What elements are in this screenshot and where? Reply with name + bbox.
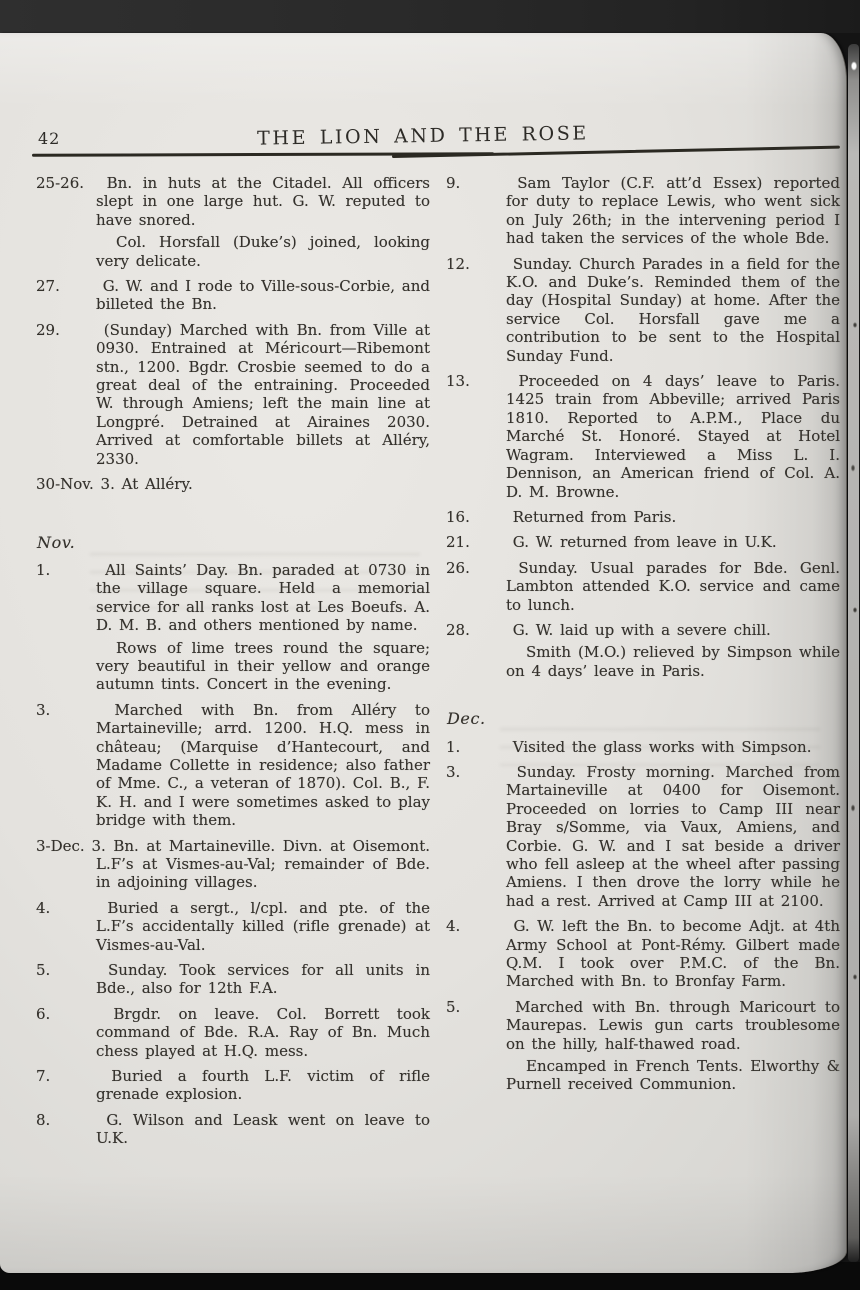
diary-entry [36, 561, 430, 694]
diary-entry [446, 372, 840, 501]
diary-entry [36, 321, 430, 468]
entry-text: 5. Marched with Bn. through Maricourt to Maurepas. Lewis gun carts troublesome on the hilly, half-thawed road. [446, 997, 840, 1053]
entry-text: 4. Buried a sergt., l/cpl. and pte. of the L.F’s accidentally killed (rifle grenade) at Vismes-au-Val. [36, 898, 430, 954]
entry-text-continued: Smith (M.O.) relieved by Simpson while on 4 days’ leave in Paris. [506, 643, 840, 680]
entry-date-label: 29. [36, 320, 60, 339]
entry-date-label: 8. [36, 1110, 51, 1129]
entry-text: 30-Nov. 3. At Alléry. [36, 475, 193, 494]
entry-text: 25-26. Bn. in huts at the Citadel. All officers slept in one large hut. G. W. reputed to have snored. [36, 174, 430, 229]
entry-date-label: 30-Nov. 3. [36, 475, 115, 494]
diary-entry [36, 277, 430, 314]
entry-date-label: 21. [446, 533, 470, 552]
diary-entry [36, 1067, 430, 1104]
diary-entry [446, 738, 840, 756]
entry-date-label: 28. [446, 620, 470, 639]
entry-text-continued: Encamped in French Tents. Elworthy & Purnell received Communion. [506, 1057, 840, 1094]
diary-entry [36, 837, 430, 892]
section-heading: Nov. [37, 532, 76, 552]
entry-text: 4. G. W. left the Bn. to become Adjt. at 4th Army School at Pont-Rémy. Gilbert made Q.M. I took over P.M.C. of the Bn. Marched with Bn. to Bronfay Farm. [446, 917, 840, 991]
section-heading: Dec. [447, 709, 486, 729]
diary-entry [36, 961, 430, 998]
entry-text: 27. G. W. and I rode to Ville-sous-Corbie, and billeted the Bn. [36, 277, 430, 314]
entry-text: 8. G. Wilson and Leask went on leave to U.K. [36, 1110, 430, 1148]
entry-date-label: 6. [36, 1004, 51, 1023]
entry-date-label: 1. [446, 737, 461, 756]
diary-entry [36, 475, 430, 493]
entry-text: 13. Proceeded on 4 days’ leave to Paris. 1425 train from Abbeville; arrived Paris 1810. Reported to A.P.M., Place du Marché St. Honoré. Stayed at Hotel Wagram. Interviewed a Miss L. I. Dennison, an American friend of Col. A. D. M. Browne. [446, 372, 840, 501]
diary-entry [446, 998, 840, 1094]
entry-text: 3. Marched with Bn. from Alléry to Martaineville; arrd. 1200. H.Q. mess in château; (Marquise d’Hantecourt, and Madame Collette in residence; also father of Mme. C., a veteran of 1870). Col. B., F. K. H. and I were sometimes asked to play bridge with them. [36, 700, 430, 830]
entry-text: 6. Brgdr. on leave. Col. Borrett took command of Bde. R.A. Ray of Bn. Much chess played at H.Q. mess. [36, 1004, 430, 1060]
entry-text: 7. Buried a fourth L.F. victim of rifle grenade explosion. [36, 1067, 430, 1104]
entry-text: 1. All Saints’ Day. Bn. paraded at 0730 in the village square. Held a memorial service for all ranks lost at Les Boeufs. A. D. M. B. and others mentioned by name. [36, 560, 430, 635]
page-edge-strip [848, 44, 859, 1262]
entry-text: 29. (Sunday) Marched with Bn. from Ville at 0930. Entrained at Méricourt—Ribemont stn., 1200. Bgdr. Crosbie seemed to do a great deal of the entraining. Proceeded W. through Amiens; left the main line at Longpré. Detrained at Airaines 2030. Arrived at comfortable billets at Alléry, 2330. [36, 320, 430, 468]
diary-entry [446, 508, 840, 526]
diary-entry [36, 1111, 430, 1148]
entry-date-label: 3. [36, 700, 51, 719]
entry-date-label: 3. [446, 762, 461, 781]
entry-text: 12. Sunday. Church Parades in a field for the K.O. and Duke’s. Reminded them of the day (Hospital Sunday) at home. After the service Col. Horsfall gave me a contribution to be sent to the Hospital Sunday Fund. [446, 254, 840, 365]
diary-entry [446, 255, 840, 365]
diary-entry [36, 701, 430, 830]
page-number: 42 [38, 129, 61, 148]
book-page [0, 33, 847, 1273]
entry-text: 9. Sam Taylor (C.F. att’d Essex) reported for duty to replace Lewis, who went sick on July 26th; in the intervening period I had taken the services of the whole Bde. [446, 174, 840, 248]
running-header-title: THE LION AND THE ROSE [257, 122, 589, 150]
entry-date-label: 5. [446, 997, 461, 1016]
entry-date-label: 4. [36, 898, 51, 917]
diary-entry [446, 621, 840, 680]
entry-date-label: 25-26. [36, 174, 85, 192]
entry-date-label: 7. [36, 1067, 51, 1086]
diary-entry [36, 899, 430, 954]
diary-entry [36, 174, 430, 270]
entry-date-label: 9. [446, 174, 461, 192]
entry-text: 21. G. W. returned from leave in U.K. [446, 533, 777, 552]
diary-entry [36, 1005, 430, 1060]
diary-entry [446, 559, 840, 614]
entry-text: 3. Sunday. Frosty morning. Marched from Martaineville at 0400 for Oisemont. Proceeded on lorries to Camp III near Bray s/Somme, via Vaux, Amiens, and Corbie. G. W. and I sat beside a driver who fell asleep at the wheel after passing Amiens. I then drove the lorry while he had a rest. Arrived at Camp III at 2100. [446, 762, 840, 910]
entry-date-label: 3-Dec. 3. [36, 836, 106, 855]
entry-text: 28. G. W. laid up with a severe chill. [446, 620, 771, 639]
entry-text: 26. Sunday. Usual parades for Bde. Genl. Lambton attended K.O. service and came to lunch. [446, 558, 840, 614]
left-column [36, 174, 430, 1155]
entry-date-label: 12. [446, 254, 470, 273]
entry-text: 3-Dec. 3. Bn. at Martaineville. Divn. at Oisemont. L.F’s at Vismes-au-Val; remainder of Bde. in adjoining villages. [36, 836, 430, 892]
entry-text: 16. Returned from Paris. [446, 507, 677, 526]
entry-date-label: 1. [36, 560, 51, 579]
entry-date-label: 13. [446, 372, 470, 391]
diary-entry [446, 763, 840, 910]
entry-text-continued: Col. Horsfall (Duke’s) joined, looking very delicate. [96, 233, 430, 270]
diary-entry [446, 917, 840, 991]
entry-text-continued: Rows of lime trees round the square; very beautiful in their yellow and orange autumn tints. Concert in the evening. [96, 638, 430, 694]
entry-text: 1. Visited the glass works with Simpson. [446, 737, 812, 756]
photo-dark-border-top [0, 0, 860, 33]
entry-date-label: 26. [446, 558, 470, 577]
entry-date-label: 4. [446, 917, 461, 936]
entry-text: 5. Sunday. Took services for all units in Bde., also for 12th F.A. [36, 961, 430, 998]
entry-date-label: 16. [446, 507, 470, 526]
diary-entry [446, 533, 840, 551]
diary-entry [446, 174, 840, 248]
entry-date-label: 5. [36, 961, 51, 980]
right-column [446, 174, 840, 1101]
entry-date-label: 27. [36, 277, 60, 296]
